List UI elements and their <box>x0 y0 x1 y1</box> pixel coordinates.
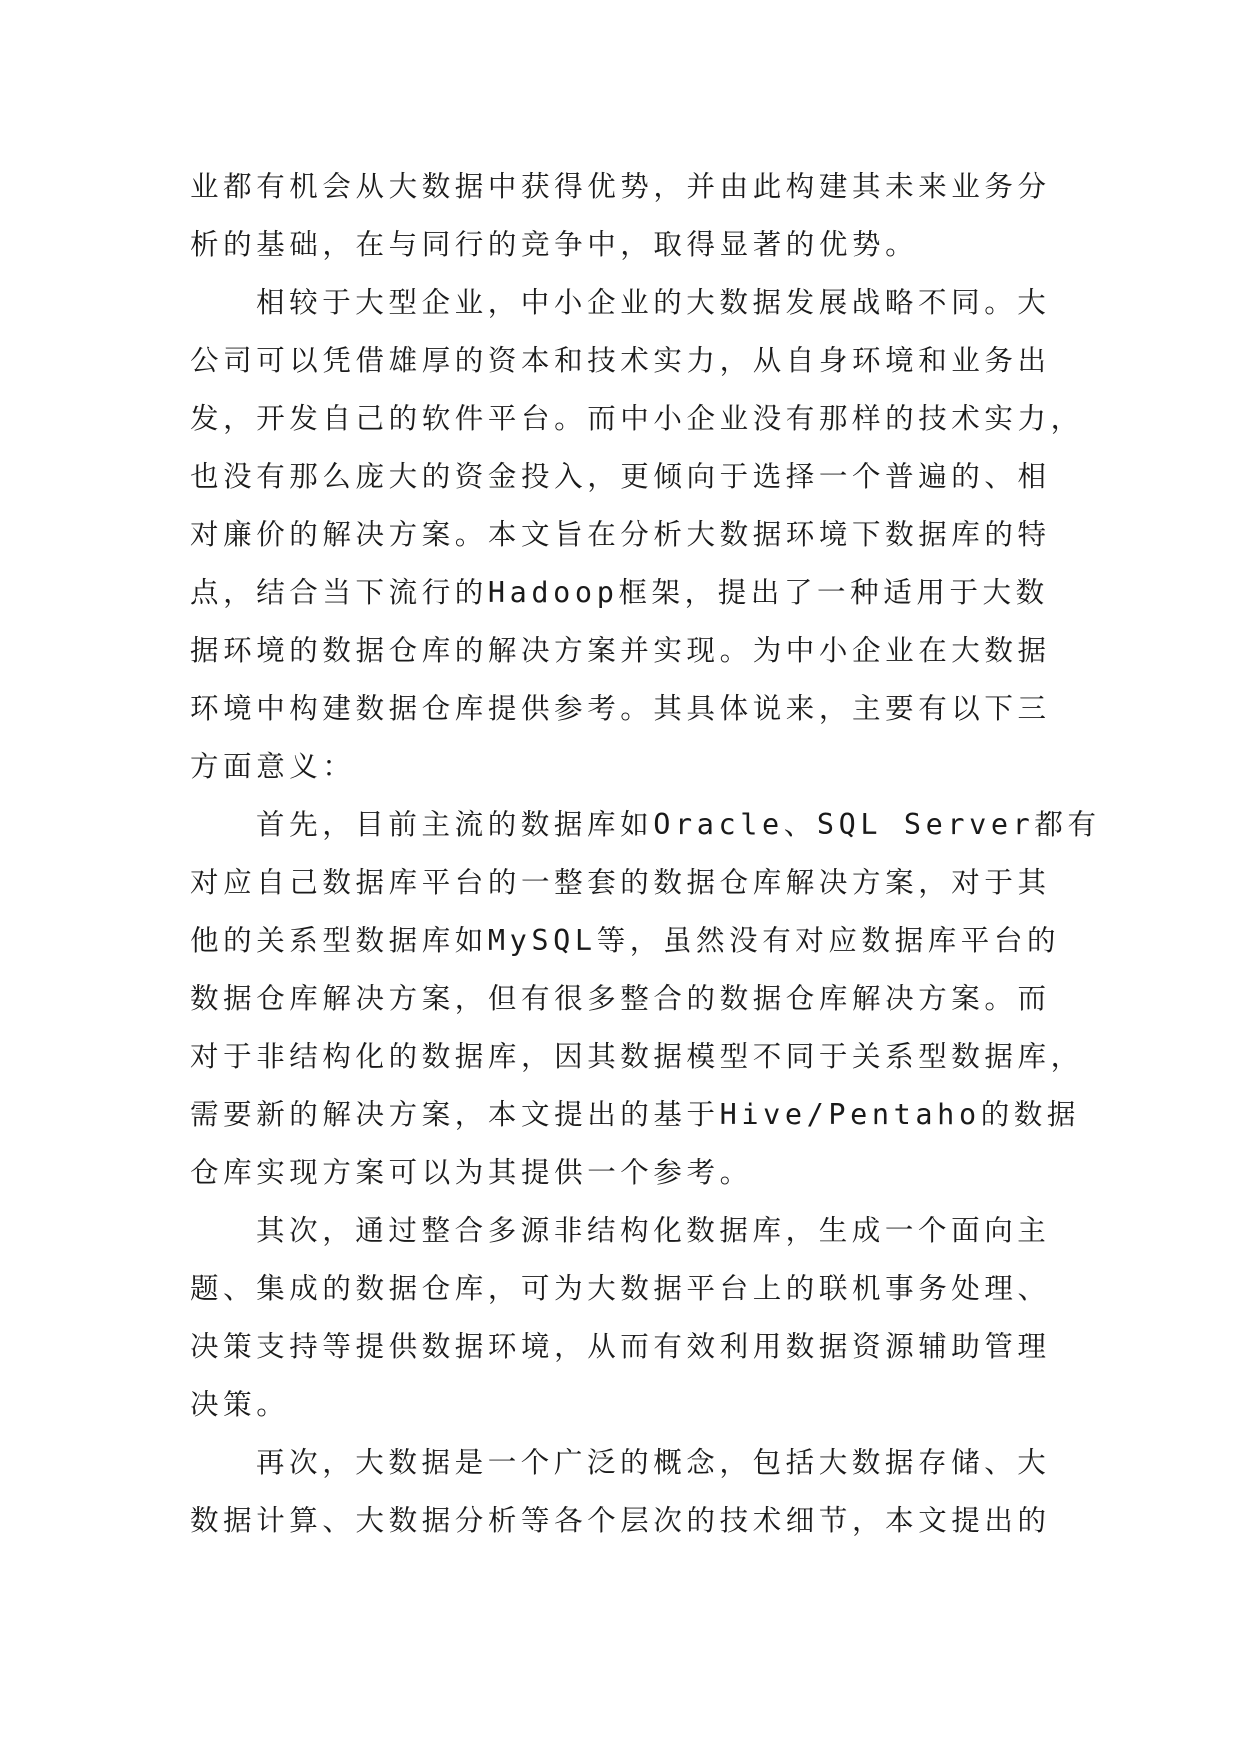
paragraph-first-line: 其次，通过整合多源非结构化数据库，生成一个面向主 <box>256 1214 1051 1247</box>
text-line: 环境中构建数据仓库提供参考。其具体说来，主要有以下三 <box>190 692 1051 725</box>
paragraph-first-line: 首先，目前主流的数据库如Oracle、SQL Server都有 <box>256 808 1101 841</box>
text-line: 公司可以凭借雄厚的资本和技术实力，从自身环境和业务出 <box>190 344 1051 377</box>
text-line: 析的基础，在与同行的竞争中，取得显著的优势。 <box>190 228 919 261</box>
body-text <box>190 158 1101 1550</box>
text-line: 方面意义： <box>190 750 356 783</box>
text-line: 对廉价的解决方案。本文旨在分析大数据环境下数据库的特 <box>190 518 1051 551</box>
text-line: 他的关系型数据库如MySQL等，虽然没有对应数据库平台的 <box>190 924 1061 957</box>
text-line: 对应自己数据库平台的一整套的数据仓库解决方案，对于其 <box>190 866 1051 899</box>
text-line: 决策支持等提供数据环境，从而有效利用数据资源辅助管理 <box>190 1330 1051 1363</box>
text-line: 业都有机会从大数据中获得优势，并由此构建其未来业务分 <box>190 170 1051 203</box>
text-line: 数据计算、大数据分析等各个层次的技术细节，本文提出的 <box>190 1504 1051 1537</box>
text-line: 仓库实现方案可以为其提供一个参考。 <box>190 1156 753 1189</box>
text-line: 也没有那么庞大的资金投入，更倾向于选择一个普遍的、相 <box>190 460 1051 493</box>
text-line: 发，开发自己的软件平台。而中小企业没有那样的技术实力， <box>190 402 1084 435</box>
text-line: 对于非结构化的数据库，因其数据模型不同于关系型数据库， <box>190 1040 1084 1073</box>
text-line: 题、集成的数据仓库，可为大数据平台上的联机事务处理、 <box>190 1272 1051 1305</box>
text-line: 数据仓库解决方案，但有很多整合的数据仓库解决方案。而 <box>190 982 1051 1015</box>
text-line: 点，结合当下流行的Hadoop框架，提出了一种适用于大数 <box>190 576 1049 609</box>
paragraph-first-line: 相较于大型企业，中小企业的大数据发展战略不同。大 <box>256 286 1051 319</box>
text-line: 据环境的数据仓库的解决方案并实现。为中小企业在大数据 <box>190 634 1051 667</box>
text-line: 需要新的解决方案，本文提出的基于Hive/Pentaho的数据 <box>190 1098 1081 1131</box>
paragraph-first-line: 再次，大数据是一个广泛的概念，包括大数据存储、大 <box>256 1446 1051 1479</box>
text-line: 决策。 <box>190 1388 290 1421</box>
